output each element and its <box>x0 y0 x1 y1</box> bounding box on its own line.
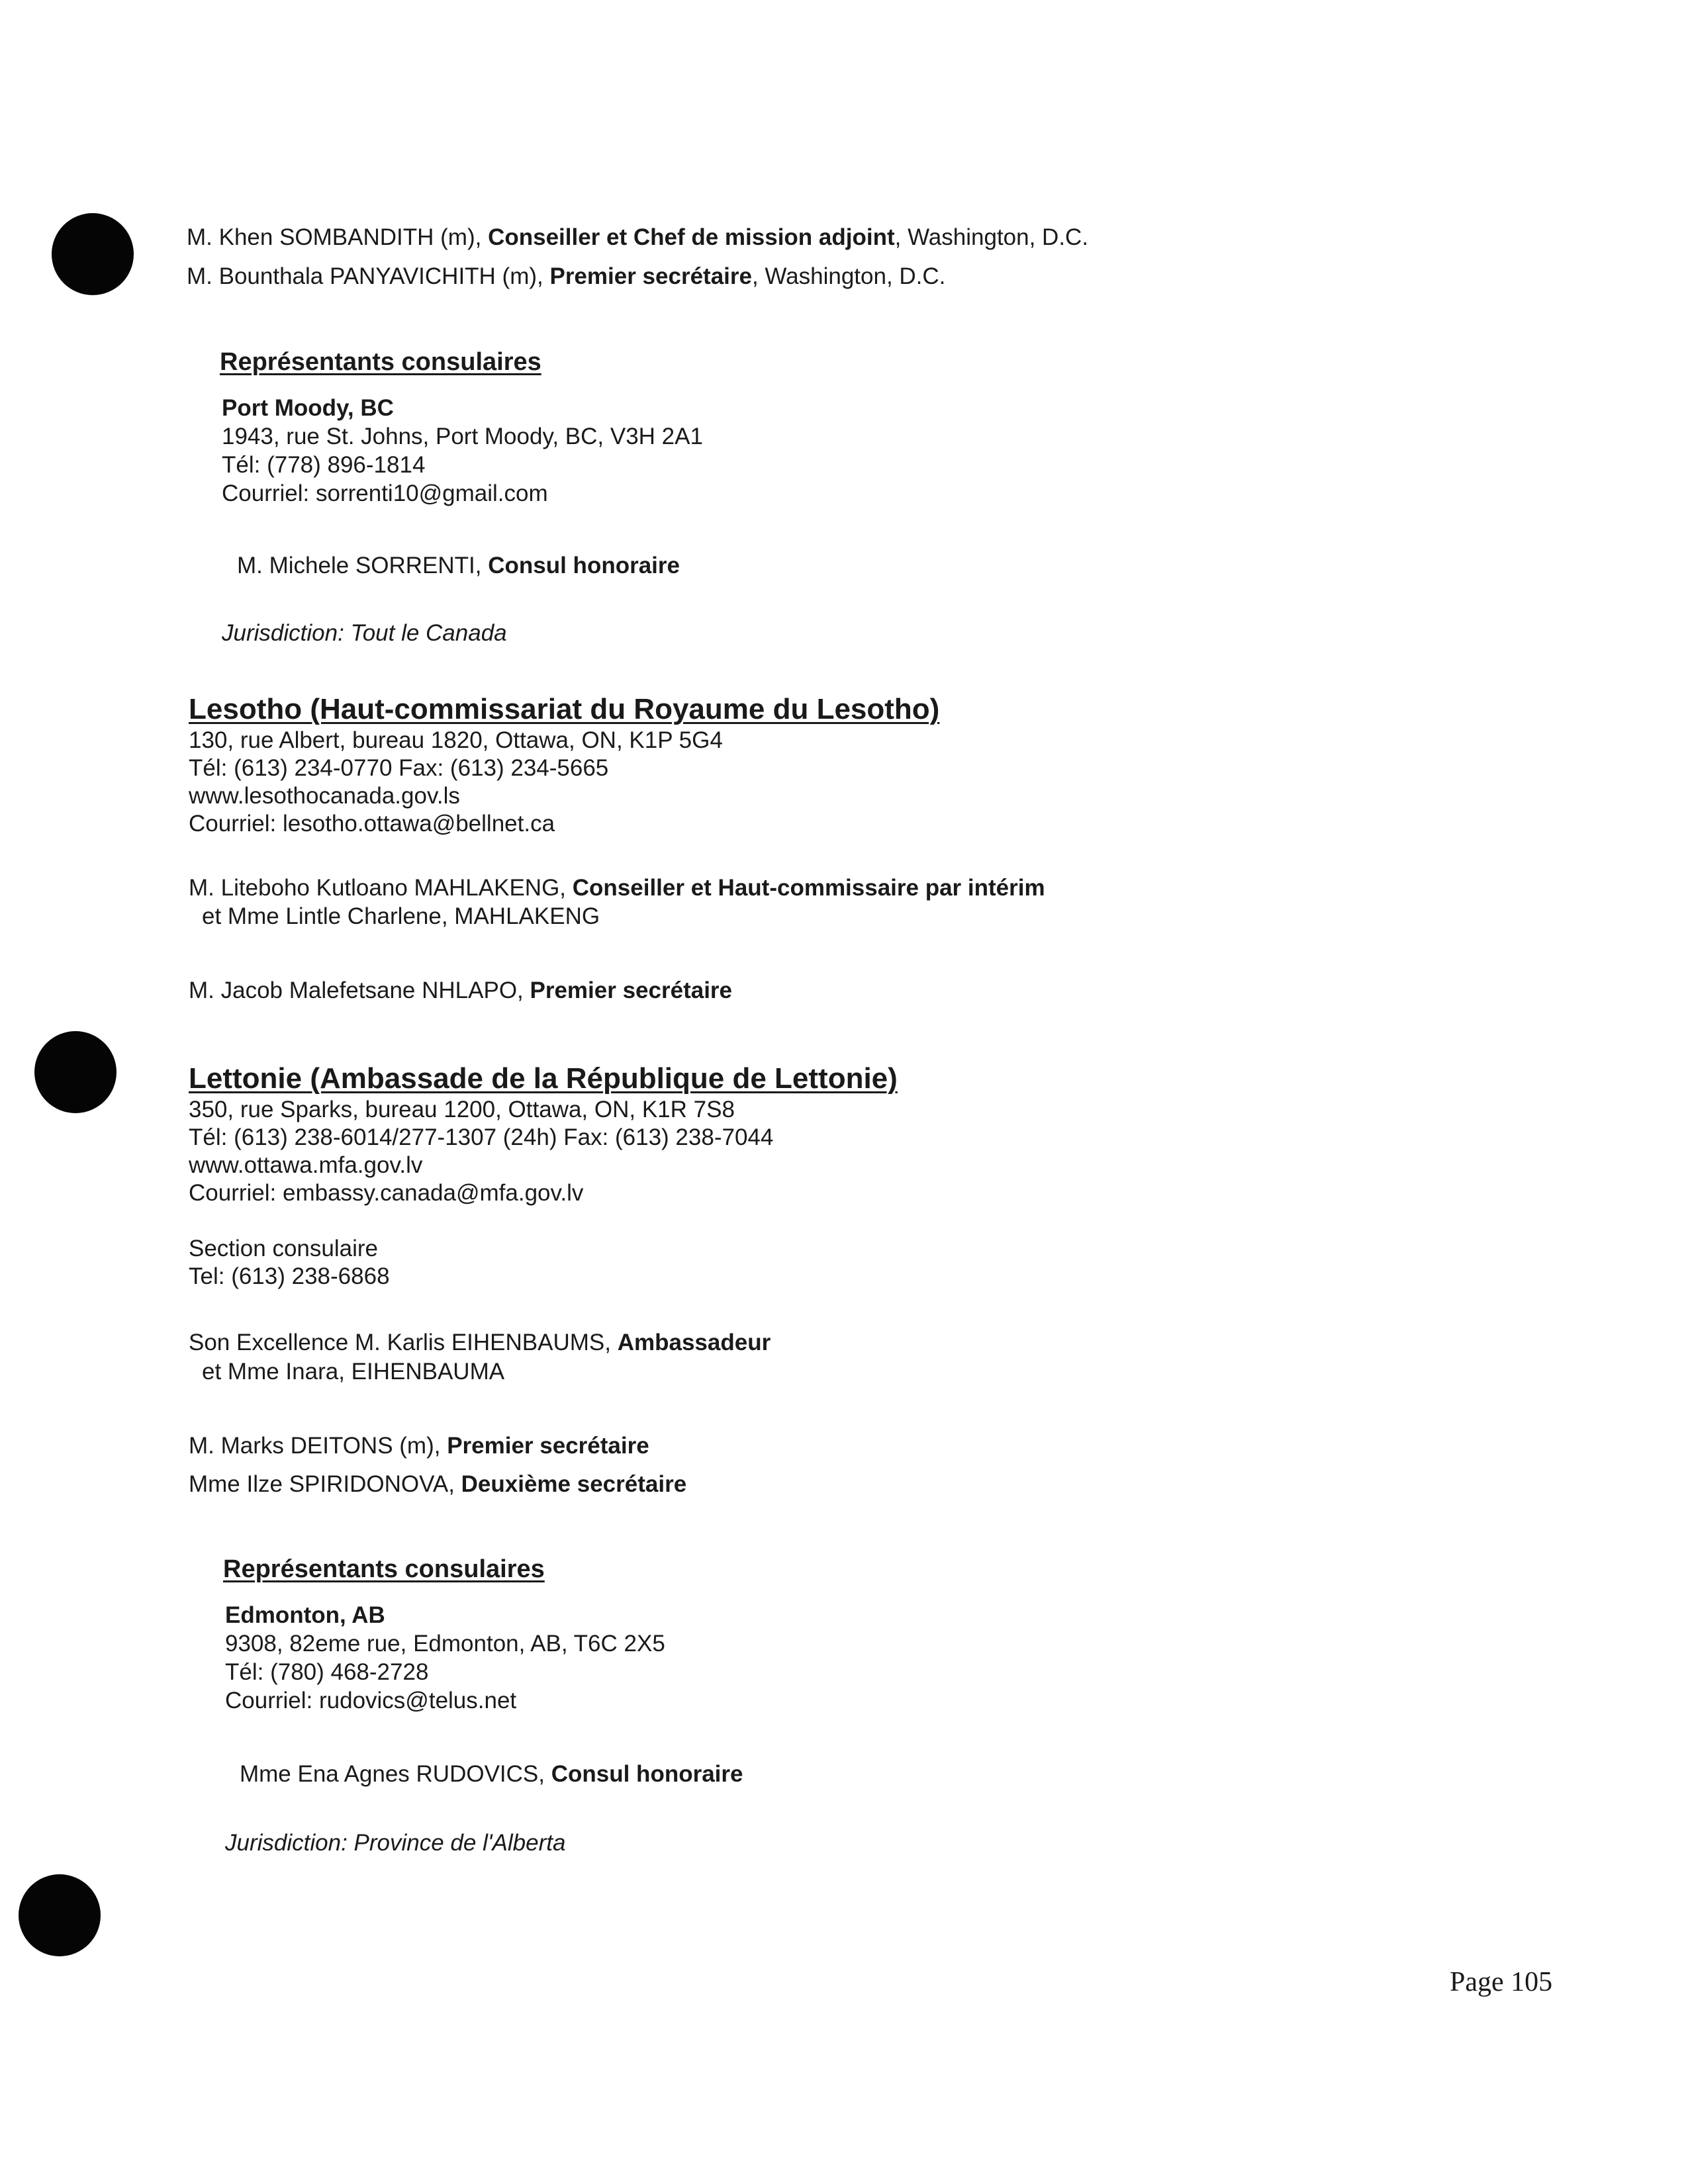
consul-entry: M. Michele SORRENTI, Consul honoraire <box>237 553 680 578</box>
punch-hole-middle <box>34 1031 117 1113</box>
consular-email: Courriel: rudovics@telus.net <box>225 1688 517 1713</box>
spouse-line: et Mme Inara, EIHENBAUMA <box>202 1359 505 1385</box>
consular-city: Edmonton, AB <box>225 1602 385 1628</box>
mission-phone: Tél: (613) 238-6014/277-1307 (24h) Fax: (613) 238-7044 <box>189 1124 774 1150</box>
mission-email: Courriel: lesotho.ottawa@bellnet.ca <box>189 811 555 837</box>
consul-entry: Mme Ena Agnes RUDOVICS, Consul honoraire <box>240 1761 743 1787</box>
page-number: Page 105 <box>1450 1967 1553 1997</box>
jurisdiction: Jurisdiction: Province de l'Alberta <box>225 1830 566 1856</box>
mission-email: Courriel: embassy.canada@mfa.gov.lv <box>189 1180 584 1206</box>
consular-email: Courriel: sorrenti10@gmail.com <box>222 480 548 506</box>
consular-city: Port Moody, BC <box>222 395 394 421</box>
consular-address: 1943, rue St. Johns, Port Moody, BC, V3H 2A1 <box>222 424 703 449</box>
consular-heading: Représentants consulaires <box>223 1555 545 1583</box>
punch-hole-bottom <box>19 1874 101 1956</box>
staff-line: M. Bounthala PANYAVICHITH (m), Premier secrétaire, Washington, D.C. <box>187 263 946 289</box>
staff-line: Mme Ilze SPIRIDONOVA, Deuxième secrétaire <box>189 1471 687 1497</box>
consular-section-phone: Tel: (613) 238-6868 <box>189 1263 390 1289</box>
staff-line: M. Jacob Malefetsane NHLAPO, Premier secrétaire <box>189 978 732 1003</box>
punch-hole-top <box>52 213 134 295</box>
consular-section: Section consulaire <box>189 1236 378 1261</box>
country-heading-latvia: Lettonie (Ambassade de la République de Lettonie) <box>189 1062 898 1095</box>
spouse-line: et Mme Lintle Charlene, MAHLAKENG <box>202 903 600 929</box>
consular-address: 9308, 82eme rue, Edmonton, AB, T6C 2X5 <box>225 1631 665 1657</box>
jurisdiction: Jurisdiction: Tout le Canada <box>222 620 507 646</box>
country-heading-lesotho: Lesotho (Haut-commissariat du Royaume du Lesotho) <box>189 693 940 725</box>
mission-website: www.ottawa.mfa.gov.lv <box>189 1152 423 1178</box>
consular-phone: Tél: (780) 468-2728 <box>225 1659 429 1685</box>
staff-line: M. Marks DEITONS (m), Premier secrétaire <box>189 1433 649 1459</box>
consular-phone: Tél: (778) 896-1814 <box>222 452 426 478</box>
staff-title: Conseiller et Chef de mission adjoint <box>488 224 895 250</box>
mission-address: 130, rue Albert, bureau 1820, Ottawa, ON, K1P 5G4 <box>189 727 723 753</box>
head-of-mission: M. Liteboho Kutloano MAHLAKENG, Conseiller et Haut-commissaire par intérim <box>189 875 1045 901</box>
mission-phone: Tél: (613) 234-0770 Fax: (613) 234-5665 <box>189 755 609 781</box>
staff-title: Premier secrétaire <box>549 263 752 289</box>
consular-heading: Représentants consulaires <box>220 348 541 376</box>
mission-website: www.lesothocanada.gov.ls <box>189 783 460 809</box>
mission-address: 350, rue Sparks, bureau 1200, Ottawa, ON, K1R 7S8 <box>189 1097 735 1122</box>
head-of-mission: Son Excellence M. Karlis EIHENBAUMS, Ambassadeur <box>189 1330 771 1355</box>
staff-line: M. Khen SOMBANDITH (m), Conseiller et Chef de mission adjoint, Washington, D.C. <box>187 224 1089 250</box>
